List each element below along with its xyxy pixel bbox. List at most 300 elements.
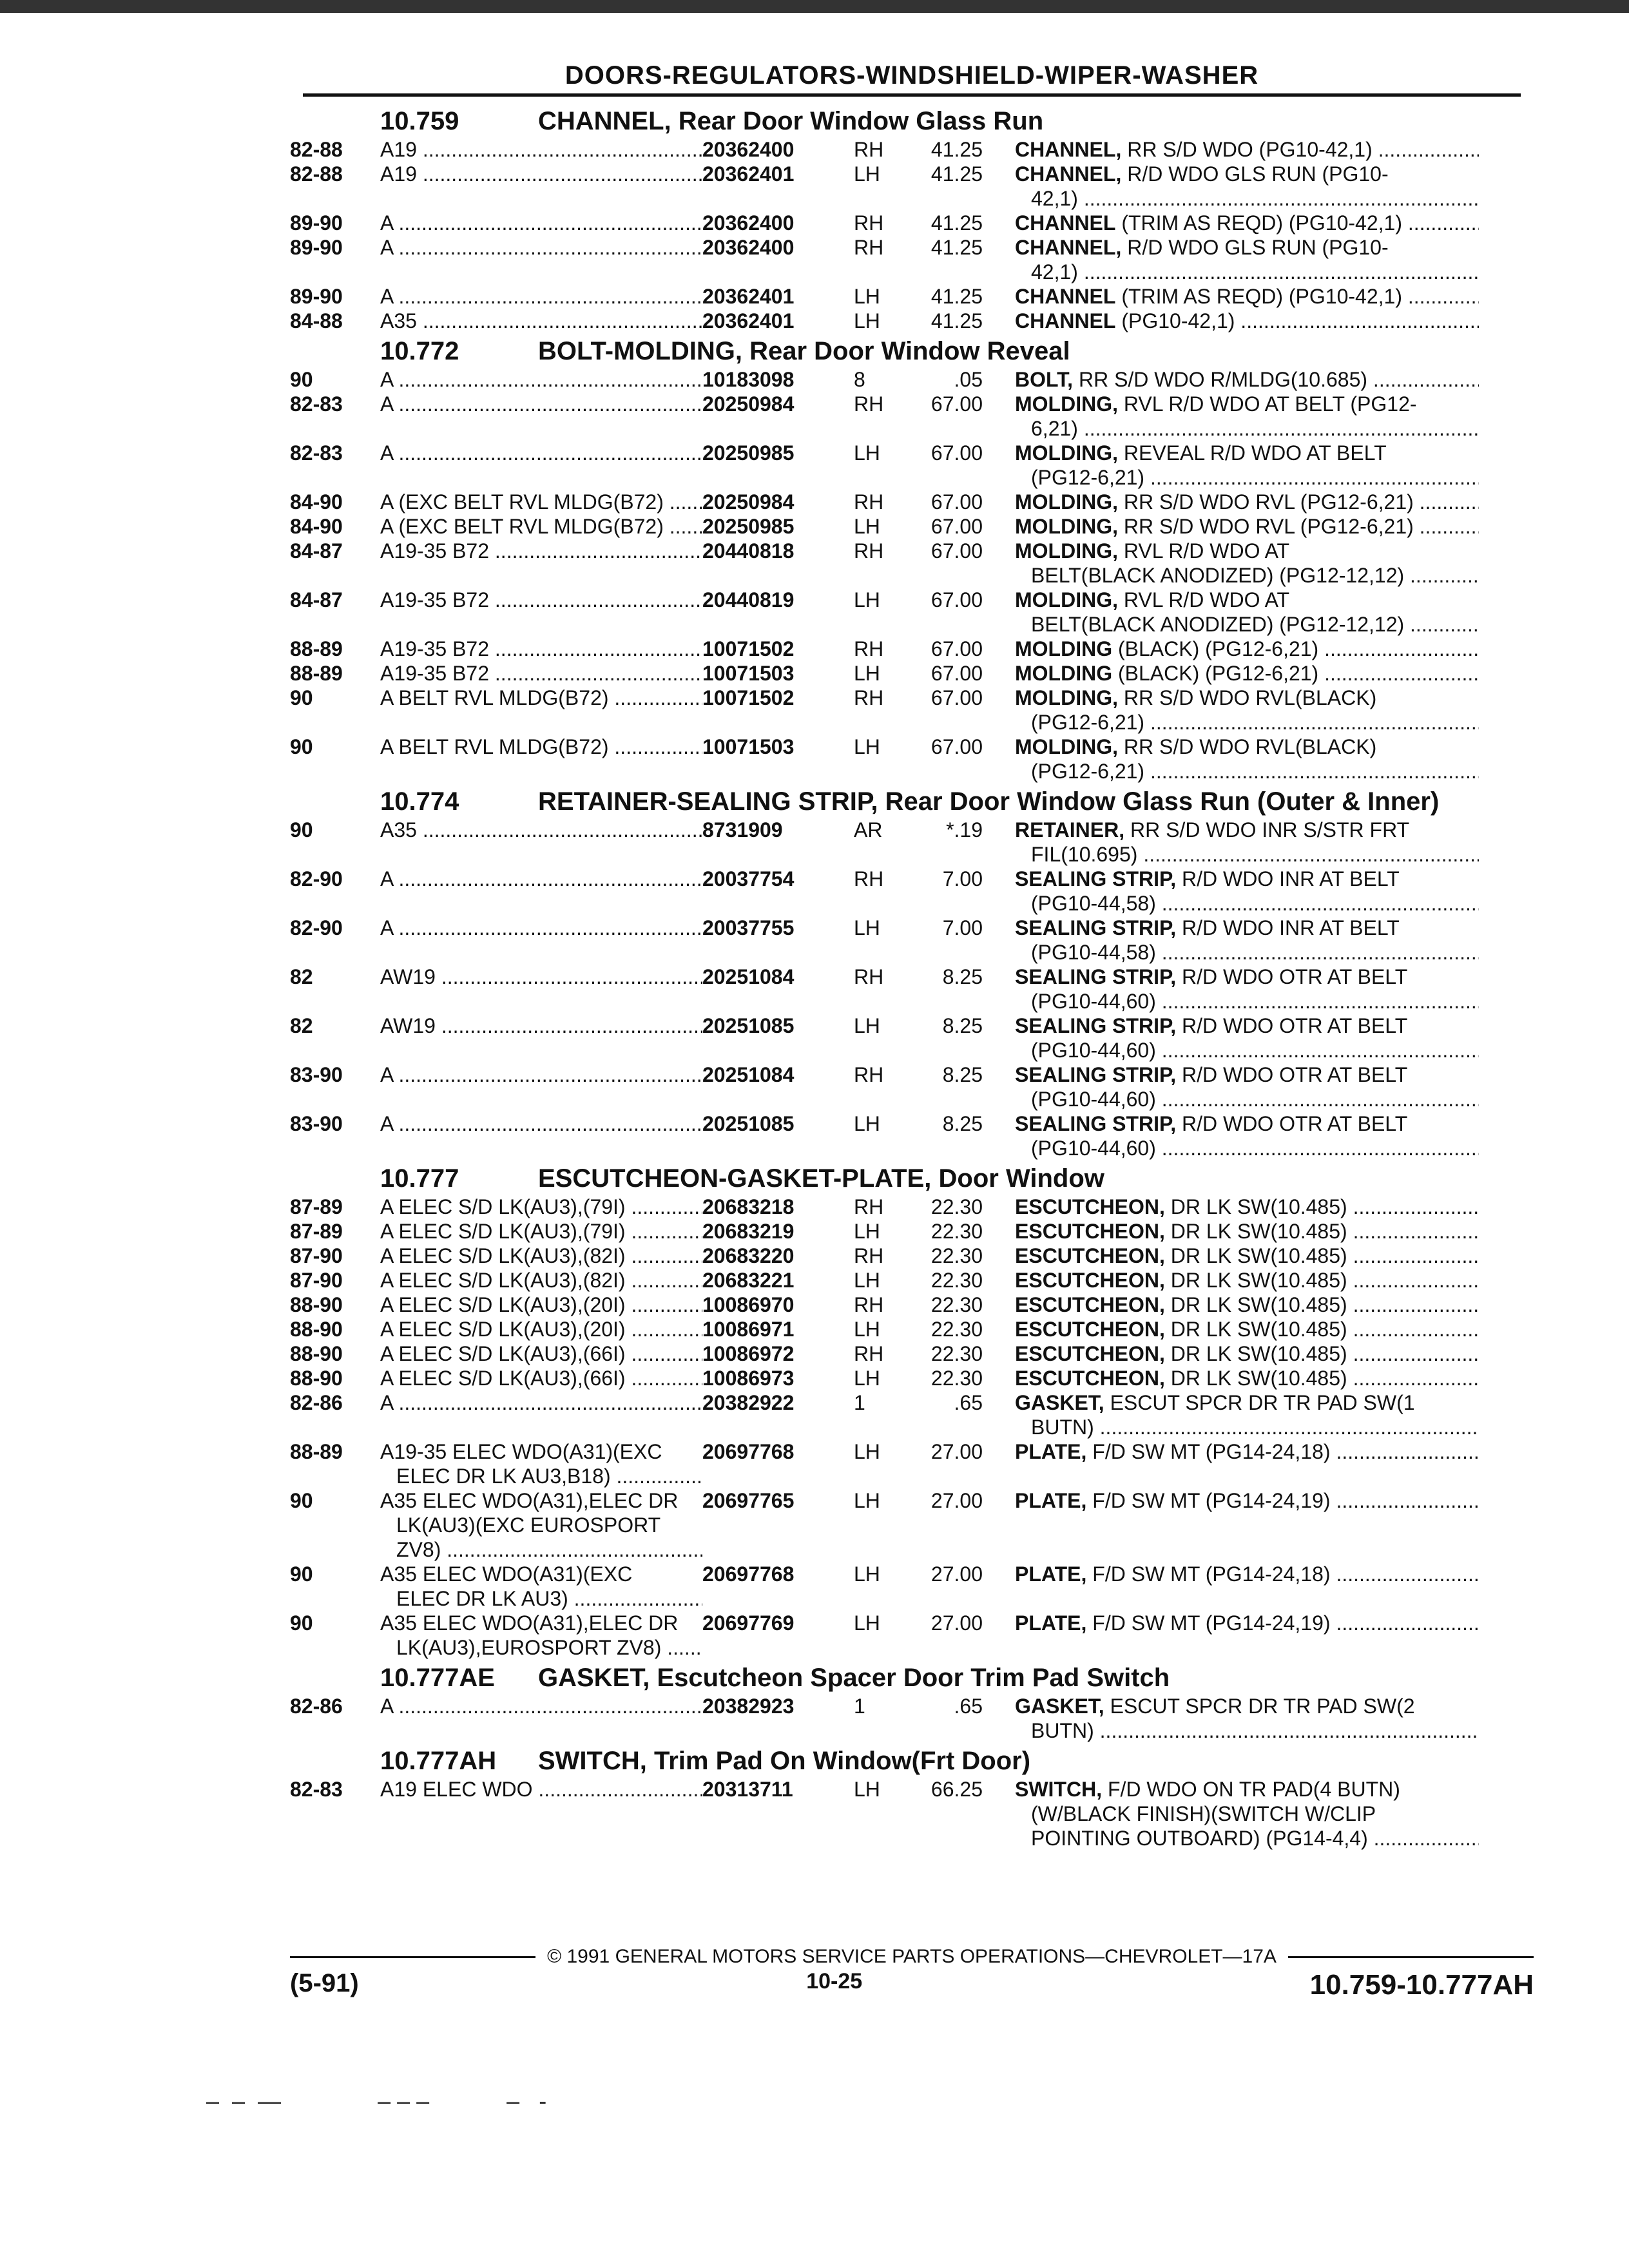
description-keyword: CHANNEL, bbox=[1015, 138, 1122, 161]
model-years: 90 bbox=[290, 1611, 313, 1635]
footer-rule-right bbox=[1288, 1956, 1534, 1958]
price: 41.25 bbox=[930, 236, 983, 259]
application bbox=[380, 1777, 702, 1802]
description-line bbox=[1015, 735, 1479, 759]
application bbox=[380, 392, 702, 416]
part-row bbox=[290, 965, 1534, 1014]
price: 22.30 bbox=[930, 1269, 983, 1292]
price: 66.25 bbox=[930, 1778, 983, 1801]
application-line: A BELT RVL MLDG(B72) ..... bbox=[380, 686, 702, 710]
description bbox=[1015, 309, 1479, 333]
model-years: 82-83 bbox=[290, 441, 343, 465]
description-text: RR S/D WDO (PG10-42,1) bbox=[1127, 138, 1373, 161]
part-row bbox=[290, 367, 1534, 392]
description-text: RR S/D WDO RVL(BLACK) bbox=[1123, 735, 1377, 758]
description-text: RVL R/D WDO AT BELT (PG12- bbox=[1123, 392, 1417, 416]
application-line: A ..... bbox=[380, 441, 702, 465]
quantity: RH bbox=[854, 392, 884, 416]
quantity: LH bbox=[854, 1318, 880, 1341]
application bbox=[380, 1195, 702, 1219]
description-continuation: (PG12-6,21) ..... bbox=[1015, 759, 1479, 783]
description bbox=[1015, 162, 1479, 211]
part-row bbox=[290, 1111, 1534, 1160]
part-number: 20251084 bbox=[702, 1063, 795, 1086]
description bbox=[1015, 1293, 1479, 1317]
description-line bbox=[1015, 1062, 1479, 1087]
quantity: 8 bbox=[854, 368, 865, 391]
description bbox=[1015, 1195, 1479, 1219]
quantity: LH bbox=[854, 662, 880, 685]
part-number: 20683219 bbox=[702, 1220, 795, 1243]
model-years: 82-88 bbox=[290, 138, 343, 161]
description-keyword: SWITCH, bbox=[1015, 1778, 1103, 1801]
application bbox=[380, 490, 702, 514]
description-continuation: (PG10-44,60) ..... bbox=[1015, 989, 1479, 1014]
application-line: A35 ..... bbox=[380, 309, 702, 333]
part-row bbox=[290, 1694, 1534, 1743]
application bbox=[380, 1390, 702, 1415]
application-line: A (EXC BELT RVL MLDG(B72) ..... bbox=[380, 514, 702, 539]
description-text: DR LK SW(10.485) bbox=[1170, 1293, 1347, 1316]
description bbox=[1015, 867, 1479, 916]
section-title: ESCUTCHEON-GASKET-PLATE, Door Window bbox=[538, 1164, 1104, 1193]
description-line bbox=[1015, 137, 1479, 162]
description-keyword: MOLDING, bbox=[1015, 588, 1118, 611]
description-line bbox=[1015, 1341, 1479, 1366]
description bbox=[1015, 1062, 1479, 1111]
description-continuation: (PG10-44,58) ..... bbox=[1015, 891, 1479, 916]
part-row bbox=[290, 661, 1534, 686]
description-line bbox=[1015, 309, 1479, 333]
description-text: R/D WDO GLS RUN (PG10- bbox=[1127, 236, 1389, 259]
application-line: A ..... bbox=[380, 367, 702, 392]
application-line: A19-35 ELEC WDO(A31)(EXC bbox=[380, 1440, 662, 1463]
part-number: 10086972 bbox=[702, 1342, 795, 1365]
quantity: RH bbox=[854, 1195, 884, 1218]
part-row bbox=[290, 637, 1534, 661]
price: 7.00 bbox=[942, 867, 983, 890]
description bbox=[1015, 392, 1479, 441]
part-row bbox=[290, 1219, 1534, 1244]
parts-listing bbox=[290, 103, 1534, 1850]
part-number: 20362400 bbox=[702, 236, 795, 259]
application-line: A ELEC S/D LK(AU3),(20I) ..... bbox=[380, 1317, 702, 1341]
description-line bbox=[1015, 392, 1479, 416]
description-continuation: (PG10-44,58) ..... bbox=[1015, 940, 1479, 965]
footer-date: (5-91) bbox=[290, 1969, 359, 1997]
description-text: DR LK SW(10.485) bbox=[1170, 1342, 1347, 1365]
description-line bbox=[1015, 1293, 1479, 1317]
description-keyword: SEALING STRIP, bbox=[1015, 1014, 1177, 1037]
price: 8.25 bbox=[942, 965, 983, 988]
description-keyword: ESCUTCHEON, bbox=[1015, 1342, 1165, 1365]
application bbox=[380, 367, 702, 392]
application bbox=[380, 441, 702, 465]
description-keyword: MOLDING, bbox=[1015, 490, 1118, 514]
application-line: A ..... bbox=[380, 284, 702, 309]
application-line: A19 ELEC WDO ..... bbox=[380, 1777, 702, 1802]
part-number: 20440818 bbox=[702, 539, 795, 562]
price: 27.00 bbox=[930, 1611, 983, 1635]
part-number: 20250984 bbox=[702, 392, 795, 416]
part-row bbox=[290, 441, 1534, 490]
description-line bbox=[1015, 637, 1479, 661]
application-line: A (EXC BELT RVL MLDG(B72) ..... bbox=[380, 490, 702, 514]
part-number: 20362401 bbox=[702, 309, 795, 332]
description-keyword: CHANNEL, bbox=[1015, 162, 1122, 186]
application bbox=[380, 1111, 702, 1136]
price: 22.30 bbox=[930, 1293, 983, 1316]
part-number: 20313711 bbox=[702, 1778, 793, 1801]
part-number: 10071502 bbox=[702, 637, 795, 660]
description-keyword: SEALING STRIP, bbox=[1015, 867, 1177, 890]
quantity: LH bbox=[854, 588, 880, 611]
application-line: A19-35 B72 ..... bbox=[380, 539, 702, 563]
price: 67.00 bbox=[930, 662, 983, 685]
price: 8.25 bbox=[942, 1063, 983, 1086]
application-line: A ..... bbox=[380, 235, 702, 260]
description-text: F/D SW MT (PG14-24,18) bbox=[1092, 1562, 1331, 1586]
application bbox=[380, 1694, 702, 1718]
model-years: 82-83 bbox=[290, 392, 343, 416]
part-row bbox=[290, 867, 1534, 916]
quantity: 1 bbox=[854, 1695, 865, 1718]
description bbox=[1015, 1014, 1479, 1062]
part-number: 20683221 bbox=[702, 1269, 795, 1292]
application bbox=[380, 211, 702, 235]
description-keyword: ESCUTCHEON, bbox=[1015, 1269, 1165, 1292]
price: 67.00 bbox=[930, 686, 983, 709]
footer-section-range: 10.759-10.777AH bbox=[1309, 1969, 1534, 2001]
application bbox=[380, 1244, 702, 1268]
description-line bbox=[1015, 211, 1479, 235]
application bbox=[380, 588, 702, 612]
description bbox=[1015, 965, 1479, 1014]
quantity: RH bbox=[854, 1293, 884, 1316]
description-text: RR S/D WDO RVL (PG12-6,21) bbox=[1123, 515, 1414, 538]
description-keyword: ESCUTCHEON, bbox=[1015, 1220, 1165, 1243]
part-row bbox=[290, 1439, 1534, 1488]
part-number: 10183098 bbox=[702, 368, 795, 391]
part-number: 20697768 bbox=[702, 1440, 795, 1463]
application-line: A ELEC S/D LK(AU3),(82I) ..... bbox=[380, 1268, 702, 1293]
price: 67.00 bbox=[930, 392, 983, 416]
application-line: A19 ..... bbox=[380, 137, 702, 162]
part-number: 20440819 bbox=[702, 588, 795, 611]
description bbox=[1015, 1366, 1479, 1390]
section-title: SWITCH, Trim Pad On Window(Frt Door) bbox=[538, 1747, 1031, 1775]
description-text: F/D SW MT (PG14-24,19) bbox=[1092, 1611, 1331, 1635]
quantity: RH bbox=[854, 490, 884, 514]
description-keyword: CHANNEL bbox=[1015, 309, 1116, 332]
description-line bbox=[1015, 1268, 1479, 1293]
description-continuation: (PG10-44,60) ..... bbox=[1015, 1038, 1479, 1062]
part-number: 20697768 bbox=[702, 1562, 795, 1586]
application bbox=[380, 514, 702, 539]
description-text: RR S/D WDO INR S/STR FRT bbox=[1130, 818, 1410, 841]
quantity: LH bbox=[854, 1611, 880, 1635]
quantity: LH bbox=[854, 162, 880, 186]
quantity: LH bbox=[854, 1367, 880, 1390]
part-number: 20037755 bbox=[702, 916, 795, 939]
description-line bbox=[1015, 1611, 1479, 1635]
application-line: ZV8) ..... bbox=[380, 1537, 702, 1562]
description-keyword: PLATE, bbox=[1015, 1489, 1087, 1512]
description-text: DR LK SW(10.485) bbox=[1170, 1244, 1347, 1267]
quantity: LH bbox=[854, 916, 880, 939]
description-keyword: MOLDING, bbox=[1015, 515, 1118, 538]
section-number: 10.772 bbox=[380, 337, 459, 365]
quantity: AR bbox=[854, 818, 883, 841]
model-years: 89-90 bbox=[290, 236, 343, 259]
part-row bbox=[290, 211, 1534, 235]
application bbox=[380, 284, 702, 309]
quantity: RH bbox=[854, 1244, 884, 1267]
model-years: 90 bbox=[290, 686, 313, 709]
part-number: 20697769 bbox=[702, 1611, 795, 1635]
model-years: 88-89 bbox=[290, 662, 343, 685]
description-line bbox=[1015, 490, 1479, 514]
application bbox=[380, 1611, 702, 1660]
application-line: ELEC DR LK AU3,B18) ..... bbox=[380, 1464, 702, 1488]
description-text: R/D WDO GLS RUN (PG10- bbox=[1127, 162, 1389, 186]
description-keyword: MOLDING, bbox=[1015, 686, 1118, 709]
price: 41.25 bbox=[930, 309, 983, 332]
price: 41.25 bbox=[930, 162, 983, 186]
description bbox=[1015, 588, 1479, 637]
price: 22.30 bbox=[930, 1367, 983, 1390]
section-header bbox=[290, 1664, 1534, 1693]
description-line bbox=[1015, 588, 1479, 612]
price: 67.00 bbox=[930, 637, 983, 660]
part-row bbox=[290, 1062, 1534, 1111]
description-line bbox=[1015, 514, 1479, 539]
model-years: 83-90 bbox=[290, 1063, 343, 1086]
quantity: LH bbox=[854, 1489, 880, 1512]
application bbox=[380, 162, 702, 186]
quantity: RH bbox=[854, 236, 884, 259]
description-text: (BLACK) (PG12-6,21) bbox=[1117, 662, 1319, 685]
model-years: 89-90 bbox=[290, 211, 343, 235]
description-line bbox=[1015, 235, 1479, 260]
model-years: 82-88 bbox=[290, 162, 343, 186]
description bbox=[1015, 211, 1479, 235]
quantity: 1 bbox=[854, 1391, 865, 1414]
part-number: 8731909 bbox=[702, 818, 783, 841]
description-keyword: CHANNEL bbox=[1015, 211, 1116, 235]
price: 22.30 bbox=[930, 1318, 983, 1341]
application-line: AW19 ..... bbox=[380, 1014, 702, 1038]
description-line bbox=[1015, 916, 1479, 940]
description bbox=[1015, 441, 1479, 490]
price: 27.00 bbox=[930, 1489, 983, 1512]
description bbox=[1015, 1244, 1479, 1268]
description-keyword: SEALING STRIP, bbox=[1015, 1063, 1177, 1086]
description-keyword: MOLDING bbox=[1015, 637, 1113, 660]
page-footer bbox=[290, 1946, 1534, 2001]
description-continuation: (W/BLACK FINISH)(SWITCH W/CLIP bbox=[1031, 1802, 1376, 1825]
model-years: 90 bbox=[290, 1489, 313, 1512]
description-continuation: BELT(BLACK ANODIZED) (PG12-12,12) ..... bbox=[1015, 563, 1479, 588]
part-number: 20697765 bbox=[702, 1489, 795, 1512]
description-text: REVEAL R/D WDO AT BELT bbox=[1123, 441, 1387, 465]
quantity: LH bbox=[854, 735, 880, 758]
description bbox=[1015, 1390, 1479, 1439]
description bbox=[1015, 514, 1479, 539]
price: 67.00 bbox=[930, 441, 983, 465]
application-line: A19-35 B72 ..... bbox=[380, 661, 702, 686]
description-text: RR S/D WDO R/MLDG(10.685) bbox=[1078, 368, 1368, 391]
price: .05 bbox=[954, 368, 983, 391]
section-title: RETAINER-SEALING STRIP, Rear Door Window Glass Run (Outer & Inner) bbox=[538, 787, 1440, 816]
description-keyword: ESCUTCHEON, bbox=[1015, 1318, 1165, 1341]
description-text: DR LK SW(10.485) bbox=[1170, 1220, 1347, 1243]
model-years: 84-90 bbox=[290, 515, 343, 538]
description-text: DR LK SW(10.485) bbox=[1170, 1269, 1347, 1292]
application-line: A ELEC S/D LK(AU3),(79I) ..... bbox=[380, 1195, 702, 1219]
description bbox=[1015, 661, 1479, 686]
application-line: A ..... bbox=[380, 867, 702, 891]
part-number: 10086970 bbox=[702, 1293, 795, 1316]
part-row bbox=[290, 1611, 1534, 1660]
description-text: (PG10-42,1) bbox=[1121, 309, 1235, 332]
description bbox=[1015, 818, 1479, 867]
quantity: LH bbox=[854, 1269, 880, 1292]
description bbox=[1015, 735, 1479, 783]
description bbox=[1015, 284, 1479, 309]
quantity: RH bbox=[854, 965, 884, 988]
part-number: 10071502 bbox=[702, 686, 795, 709]
description-continuation: 42,1) ..... bbox=[1015, 186, 1479, 211]
price: 22.30 bbox=[930, 1220, 983, 1243]
quantity: LH bbox=[854, 1014, 880, 1037]
description-line bbox=[1015, 1488, 1479, 1513]
description bbox=[1015, 1562, 1479, 1586]
price: 41.25 bbox=[930, 285, 983, 308]
quantity: RH bbox=[854, 211, 884, 235]
part-row bbox=[290, 1195, 1534, 1219]
quantity: LH bbox=[854, 285, 880, 308]
application bbox=[380, 1293, 702, 1317]
part-number: 20250985 bbox=[702, 515, 795, 538]
part-row bbox=[290, 1014, 1534, 1062]
part-row bbox=[290, 309, 1534, 333]
description-line bbox=[1015, 1439, 1479, 1464]
application bbox=[380, 1439, 702, 1488]
price: 67.00 bbox=[930, 539, 983, 562]
part-row bbox=[290, 539, 1534, 588]
description-line bbox=[1015, 441, 1479, 465]
description-keyword: PLATE, bbox=[1015, 1611, 1087, 1635]
model-years: 84-87 bbox=[290, 539, 343, 562]
quantity: RH bbox=[854, 1063, 884, 1086]
description-text: (TRIM AS REQD) (PG10-42,1) bbox=[1121, 285, 1402, 308]
description-line bbox=[1015, 1777, 1479, 1802]
price: 22.30 bbox=[930, 1244, 983, 1267]
description-continuation: 42,1) ..... bbox=[1015, 260, 1479, 284]
quantity: LH bbox=[854, 1112, 880, 1135]
description-continuation: (PG12-6,21) ..... bbox=[1015, 710, 1479, 735]
part-row bbox=[290, 1777, 1534, 1850]
model-years: 84-90 bbox=[290, 490, 343, 514]
description-text: F/D SW MT (PG14-24,18) bbox=[1092, 1440, 1331, 1463]
application-line: A35 ELEC WDO(A31)(EXC bbox=[380, 1562, 633, 1586]
description bbox=[1015, 686, 1479, 735]
model-years: 82 bbox=[290, 965, 313, 988]
description-continuation: BUTN) ..... bbox=[1015, 1415, 1479, 1439]
description bbox=[1015, 1317, 1479, 1341]
price: 41.25 bbox=[930, 211, 983, 235]
quantity: RH bbox=[854, 867, 884, 890]
footer-rule-left bbox=[290, 1956, 535, 1958]
price: .65 bbox=[954, 1695, 983, 1718]
application-line: A ..... bbox=[380, 1062, 702, 1087]
part-row bbox=[290, 284, 1534, 309]
header-rule bbox=[303, 93, 1521, 97]
description-line bbox=[1015, 1195, 1479, 1219]
part-row bbox=[290, 1244, 1534, 1268]
application-line: A19-35 B72 ..... bbox=[380, 637, 702, 661]
description bbox=[1015, 1111, 1479, 1160]
application bbox=[380, 1062, 702, 1087]
application-line: A ..... bbox=[380, 916, 702, 940]
description bbox=[1015, 490, 1479, 514]
part-number: 10086973 bbox=[702, 1367, 795, 1390]
section-header bbox=[290, 1164, 1534, 1193]
quantity: RH bbox=[854, 637, 884, 660]
description bbox=[1015, 367, 1479, 392]
price: 8.25 bbox=[942, 1112, 983, 1135]
quantity: LH bbox=[854, 1562, 880, 1586]
description-continuation: BELT(BLACK ANODIZED) (PG12-12,12) ..... bbox=[1015, 612, 1479, 637]
description-keyword: GASKET, bbox=[1015, 1391, 1104, 1414]
model-years: 90 bbox=[290, 1562, 313, 1586]
description-line bbox=[1015, 965, 1479, 989]
description-keyword: PLATE, bbox=[1015, 1440, 1087, 1463]
quantity: LH bbox=[854, 515, 880, 538]
page-header-title: DOORS-REGULATORS-WINDSHIELD-WIPER-WASHER bbox=[564, 61, 1259, 90]
application-line: A ELEC S/D LK(AU3),(20I) ..... bbox=[380, 1293, 702, 1317]
description bbox=[1015, 1439, 1479, 1464]
section-title: BOLT-MOLDING, Rear Door Window Reveal bbox=[538, 337, 1070, 365]
part-row bbox=[290, 162, 1534, 211]
description-line bbox=[1015, 686, 1479, 710]
description-line bbox=[1015, 1390, 1479, 1415]
price: 22.30 bbox=[930, 1342, 983, 1365]
description-keyword: GASKET, bbox=[1015, 1695, 1104, 1718]
model-years: 90 bbox=[290, 818, 313, 841]
description bbox=[1015, 1611, 1479, 1635]
description-keyword: ESCUTCHEON, bbox=[1015, 1367, 1165, 1390]
quantity: LH bbox=[854, 1220, 880, 1243]
description-text: R/D WDO INR AT BELT bbox=[1182, 867, 1400, 890]
description-line bbox=[1015, 162, 1479, 186]
part-row bbox=[290, 735, 1534, 783]
application-line: A ..... bbox=[380, 211, 702, 235]
application bbox=[380, 539, 702, 563]
description-continuation: POINTING OUTBOARD) (PG14-4,4) ..... bbox=[1015, 1826, 1479, 1850]
description-keyword: RETAINER, bbox=[1015, 818, 1125, 841]
description bbox=[1015, 1694, 1479, 1743]
model-years: 90 bbox=[290, 368, 313, 391]
application bbox=[380, 735, 702, 759]
application bbox=[380, 137, 702, 162]
part-row bbox=[290, 1488, 1534, 1562]
description-keyword: CHANNEL, bbox=[1015, 236, 1122, 259]
description-keyword: ESCUTCHEON, bbox=[1015, 1195, 1165, 1218]
description-line bbox=[1015, 1317, 1479, 1341]
application-line: A BELT RVL MLDG(B72) ..... bbox=[380, 735, 702, 759]
